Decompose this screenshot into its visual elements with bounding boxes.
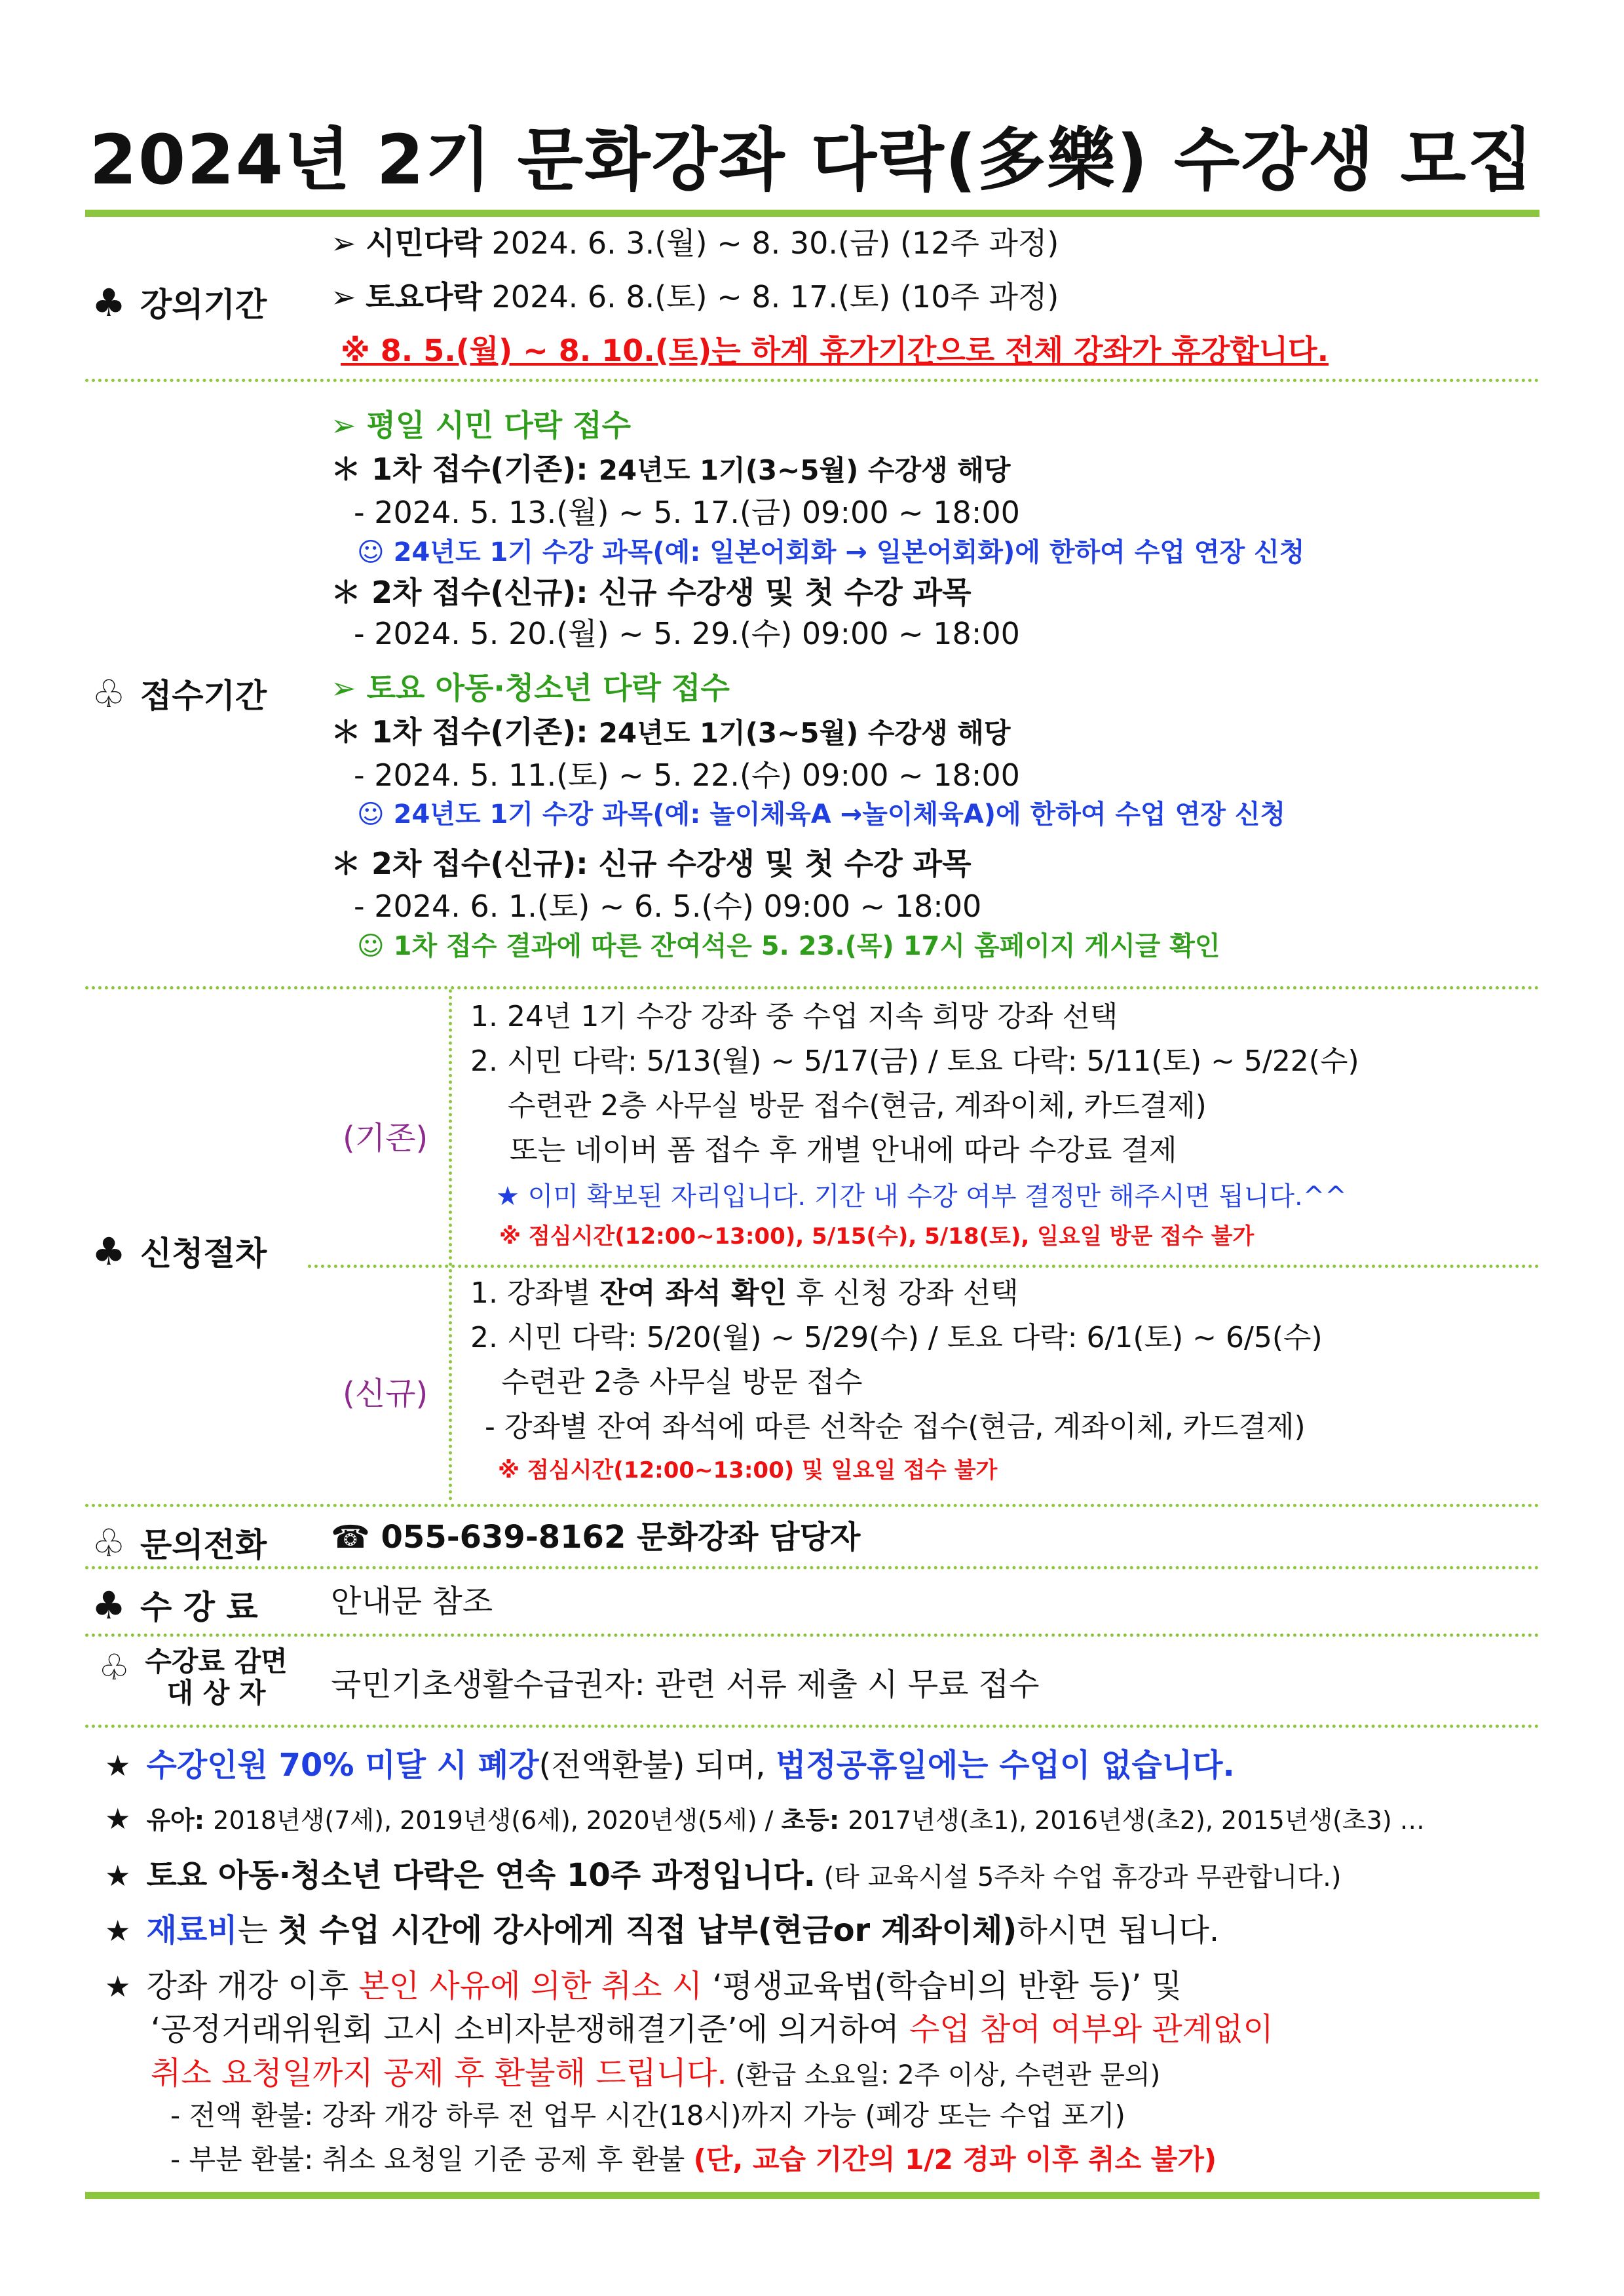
arrow-icon: ➢	[331, 279, 356, 315]
new-step1: 1. 강좌별 잔여 좌석 확인 후 신청 강좌 선택	[470, 1276, 1019, 1310]
star-icon: ★	[105, 1860, 131, 1893]
fee-text: 안내문 참조	[331, 1583, 493, 1620]
star-icon: ★	[105, 1915, 131, 1948]
existing-note: ★ 이미 확보된 자리입니다. 기간 내 수강 여부 결정만 해주시면 됩니다.^^	[496, 1181, 1347, 1212]
saturday-round1-note: ☺ 24년도 1기 수강 과목(예: 놀이체육A →놀이체육A)에 한하여 수업 연장 신청	[357, 799, 1286, 830]
new-step2: 2. 시민 다락: 5/20(월) ~ 5/29(수) / 토요 다락: 6/1(토) ~ 6/5(수)	[470, 1321, 1323, 1354]
star-icon: ★	[105, 1750, 131, 1783]
weekday-heading: ➢ 평일 시민 다락 접수	[331, 408, 632, 443]
existing-lunch-note: ※ 점심시간(12:00~13:00), 5/15(수), 5/18(토), 일요일 방문 접수 불가	[499, 1223, 1255, 1250]
arrow-icon: ➢	[331, 225, 356, 261]
period-saturday: ➢ 토요다락 2024. 6. 8.(토) ~ 8. 17.(토) (10주 과정)	[331, 279, 1059, 315]
phone-icon: ☎	[331, 1519, 370, 1556]
weekday-round2-date: - 2024. 5. 20.(월) ~ 5. 29.(수) 09:00 ~ 18:00	[354, 616, 1020, 651]
saturday-heading: ➢ 토요 아동·청소년 다락 접수	[331, 670, 730, 706]
new-lunch-note: ※ 점심시간(12:00~13:00) 및 일요일 접수 불가	[498, 1457, 998, 1483]
note-refund-partial: - 부분 환불: 취소 요청일 기준 공제 후 환불 (단, 교습 기간의 1/2 경과 이후 취소 불가)	[170, 2143, 1217, 2175]
procedure-column-divider	[449, 989, 452, 1501]
smile-icon: ☺	[357, 537, 385, 567]
saturday-round2: ＊ 2차 접수(신규): 신규 수강생 및 첫 수강 과목	[331, 846, 972, 881]
saturday-round2-note: ☺ 1차 접수 결과에 따른 잔여석은 5. 23.(목) 17시 홈페이지 게시글 확인	[357, 931, 1220, 961]
divider	[85, 986, 1539, 989]
top-rule	[85, 210, 1539, 217]
existing-step2-form: 또는 네이버 폼 접수 후 개별 안내에 따라 수강료 결제	[510, 1134, 1177, 1167]
note-age: ★ 유아: 2018년생(7세), 2019년생(6세), 2020년생(5세) / 초등: 2017년생(초1), 2016년생(초2), 2015년생(초3) …	[105, 1803, 1425, 1836]
saturday-round2-date: - 2024. 6. 1.(토) ~ 6. 5.(수) 09:00 ~ 18:00	[354, 889, 982, 924]
new-label: (신규)	[343, 1375, 428, 1412]
note-refund-3: 취소 요청일까지 공제 후 환불해 드립니다. (환급 소요일: 2주 이상, 수련관 문의)	[151, 2055, 1161, 2092]
procedure-row-divider	[308, 1265, 1539, 1268]
arrow-icon: ➢	[331, 408, 356, 443]
weekday-round1: ＊ 1차 접수(기존): 24년도 1기(3~5월) 수강생 해당	[331, 451, 1011, 487]
period-label: ♣ 강의기간	[92, 280, 267, 325]
new-step2-order: - 강좌별 잔여 좌석에 따른 선착순 접수(현금, 계좌이체, 카드결제)	[485, 1410, 1306, 1444]
smile-icon: ☺	[357, 931, 385, 961]
reception-label: ♧ 접수기간	[92, 672, 267, 716]
existing-step1: 1. 24년 1기 수강 강좌 중 수업 지속 희망 강좌 선택	[470, 1000, 1118, 1033]
club-filled-icon: ♣	[92, 1583, 126, 1628]
weekday-round1-date: - 2024. 5. 13.(월) ~ 5. 17.(금) 09:00 ~ 18:00	[354, 495, 1020, 530]
existing-label: (기존)	[343, 1120, 428, 1157]
contact-label: ♧ 문의전화	[92, 1521, 267, 1565]
existing-step2-visit: 수련관 2층 사무실 방문 접수(현금, 계좌이체, 카드결제)	[508, 1089, 1207, 1122]
divider	[85, 1504, 1539, 1507]
page-title: 2024년 2기 문화강좌 다락(多樂) 수강생 모집	[89, 120, 1535, 200]
smile-icon: ☺	[357, 799, 385, 830]
saturday-round1: ＊ 1차 접수(기존): 24년도 1기(3~5월) 수강생 해당	[331, 714, 1011, 750]
weekday-round1-note: ☺ 24년도 1기 수강 과목(예: 일본어회화 → 일본어회화)에 한하여 수업 연장 신청	[357, 537, 1305, 567]
divider	[85, 1566, 1539, 1569]
contact-phone: ☎ 055-639-8162 문화강좌 담당자	[331, 1519, 861, 1556]
fee-label: ♣ 수 강 료	[92, 1583, 258, 1628]
star-icon: ★	[105, 1970, 131, 2004]
procedure-label: ♣ 신청절차	[92, 1229, 267, 1274]
reduction-text: 국민기초생활수급권자: 관련 서류 제출 시 무료 접수	[331, 1666, 1040, 1703]
note-closure: ★ 수강인원 70% 미달 시 폐강(전액환불) 되며, 법정공휴일에는 수업이 없습니다.	[105, 1747, 1235, 1784]
note-refund-full: - 전액 환불: 강좌 개강 하루 전 업무 시간(18시)까지 가능 (폐강 또는 수업 포기)	[170, 2099, 1125, 2132]
weekday-round2: ＊ 2차 접수(신규): 신규 수강생 및 첫 수강 과목	[331, 575, 972, 610]
note-saturday: ★ 토요 아동·청소년 다락은 연속 10주 과정입니다. (타 교육시설 5주차 수업 휴강과 무관합니다.)	[105, 1857, 1342, 1894]
saturday-round1-date: - 2024. 5. 11.(토) ~ 5. 22.(수) 09:00 ~ 18:00	[354, 757, 1020, 793]
club-outline-icon: ♧	[92, 1521, 126, 1565]
note-refund-2: ‘공정거래위원회 고시 소비자분쟁해결기준’에 의거하여 수업 참여 여부와 관계없이	[151, 2011, 1274, 2048]
note-refund: ★ 강좌 개강 이후 본인 사유에 의한 취소 시 ‘평생교육법(학습비의 반환 등)’ 및	[105, 1968, 1182, 2004]
club-filled-icon: ♣	[92, 1229, 126, 1274]
new-step2-visit: 수련관 2층 사무실 방문 접수	[501, 1366, 863, 1399]
star-icon: ★	[105, 1803, 131, 1836]
existing-step2: 2. 시민 다락: 5/13(월) ~ 5/17(금) / 토요 다락: 5/11(토) ~ 5/22(수)	[470, 1044, 1359, 1078]
note-material: ★ 재료비는 첫 수업 시간에 강사에게 직접 납부(현금or 계좌이체)하시면 됩니다.	[105, 1912, 1220, 1949]
divider	[85, 379, 1539, 382]
period-citizen: ➢ 시민다락 2024. 6. 3.(월) ~ 8. 30.(금) (12주 과정)	[331, 225, 1059, 261]
divider	[85, 1634, 1539, 1637]
holiday-notice: ※ 8. 5.(월) ~ 8. 10.(토)는 하계 휴가기간으로 전체 강좌가 휴강합니다.	[341, 333, 1329, 368]
arrow-icon: ➢	[331, 670, 356, 706]
divider	[85, 1725, 1539, 1728]
reduction-label: 수강료 감면 대 상 자	[145, 1645, 288, 1710]
club-filled-icon: ♣	[92, 280, 126, 325]
bottom-rule	[85, 2192, 1539, 2199]
club-outline-icon: ♧	[98, 1647, 130, 1688]
club-outline-icon: ♧	[92, 672, 126, 716]
